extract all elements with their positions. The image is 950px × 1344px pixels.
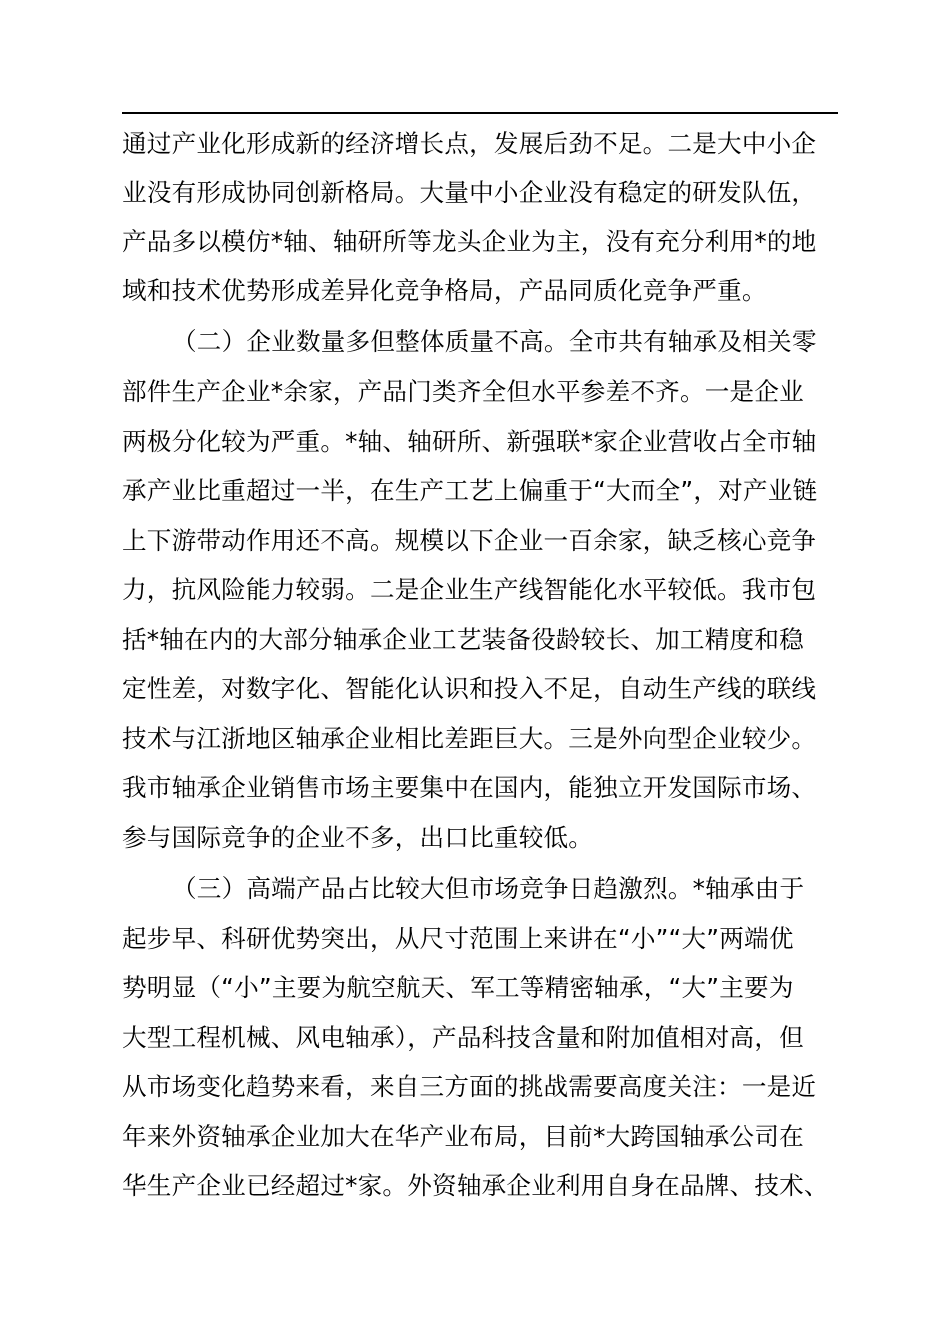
text-line: 力，抗风险能力较弱。二是企业生产线智能化水平较低。我市包 — [122, 575, 817, 604]
text-line: 部件生产企业*余家，产品门类齐全但水平参差不齐。一是企业 — [122, 377, 804, 406]
text-line: 从市场变化趋势来看，来自三方面的挑战需要高度关注：一是近 — [122, 1072, 817, 1101]
text-line: 括*轴在内的大部分轴承企业工艺装备役龄较长、加工精度和稳 — [122, 625, 804, 654]
text-line: 业没有形成协同创新格局。大量中小企业没有稳定的研发队伍， — [122, 178, 817, 207]
text-line: 我市轴承企业销售市场主要集中在国内，能独立开发国际市场、 — [122, 773, 817, 802]
paragraph-heading-2: （二）企业数量多但整体质量不高。全市共有轴承及相关零 — [172, 327, 817, 356]
text-line: 起步早、科研优势突出，从尺寸范围上来讲在“小”“大”两端优 — [122, 924, 794, 953]
text-line: 两极分化较为严重。*轴、轴研所、新强联*家企业营收占全市轴 — [122, 427, 817, 456]
text-line: 参与国际竞争的企业不多，出口比重较低。 — [122, 823, 594, 852]
text-line: 技术与江浙地区轴承企业相比差距巨大。三是外向型企业较少。 — [122, 724, 817, 753]
text-line: 年来外资轴承企业加大在华产业布局，目前*大跨国轴承公司在 — [122, 1122, 804, 1151]
text-line: 势明显（“小”主要为航空航天、军工等精密轴承，“大”主要为 — [122, 973, 794, 1002]
text-line: 通过产业化形成新的经济增长点，发展后劲不足。二是大中小企 — [122, 129, 817, 158]
text-line: 华生产企业已经超过*家。外资轴承企业利用自身在品牌、技术、 — [122, 1171, 829, 1200]
text-line: 上下游带动作用还不高。规模以下企业一百余家，缺乏核心竞争 — [122, 526, 817, 555]
text-line: 定性差，对数字化、智能化认识和投入不足，自动生产线的联线 — [122, 674, 817, 703]
paragraph-heading-3: （三）高端产品占比较大但市场竞争日趋激烈。*轴承由于 — [172, 874, 805, 903]
header-rule — [122, 112, 838, 114]
text-line: 域和技术优势形成差异化竞争格局，产品同质化竞争严重。 — [122, 276, 767, 305]
text-line: 承产业比重超过一半，在生产工艺上偏重于“大而全”，对产业链 — [122, 476, 818, 505]
text-line: 大型工程机械、风电轴承），产品科技含量和附加值相对高，但 — [122, 1023, 804, 1052]
text-line: 产品多以模仿*轴、轴研所等龙头企业为主，没有充分利用*的地 — [122, 227, 817, 256]
